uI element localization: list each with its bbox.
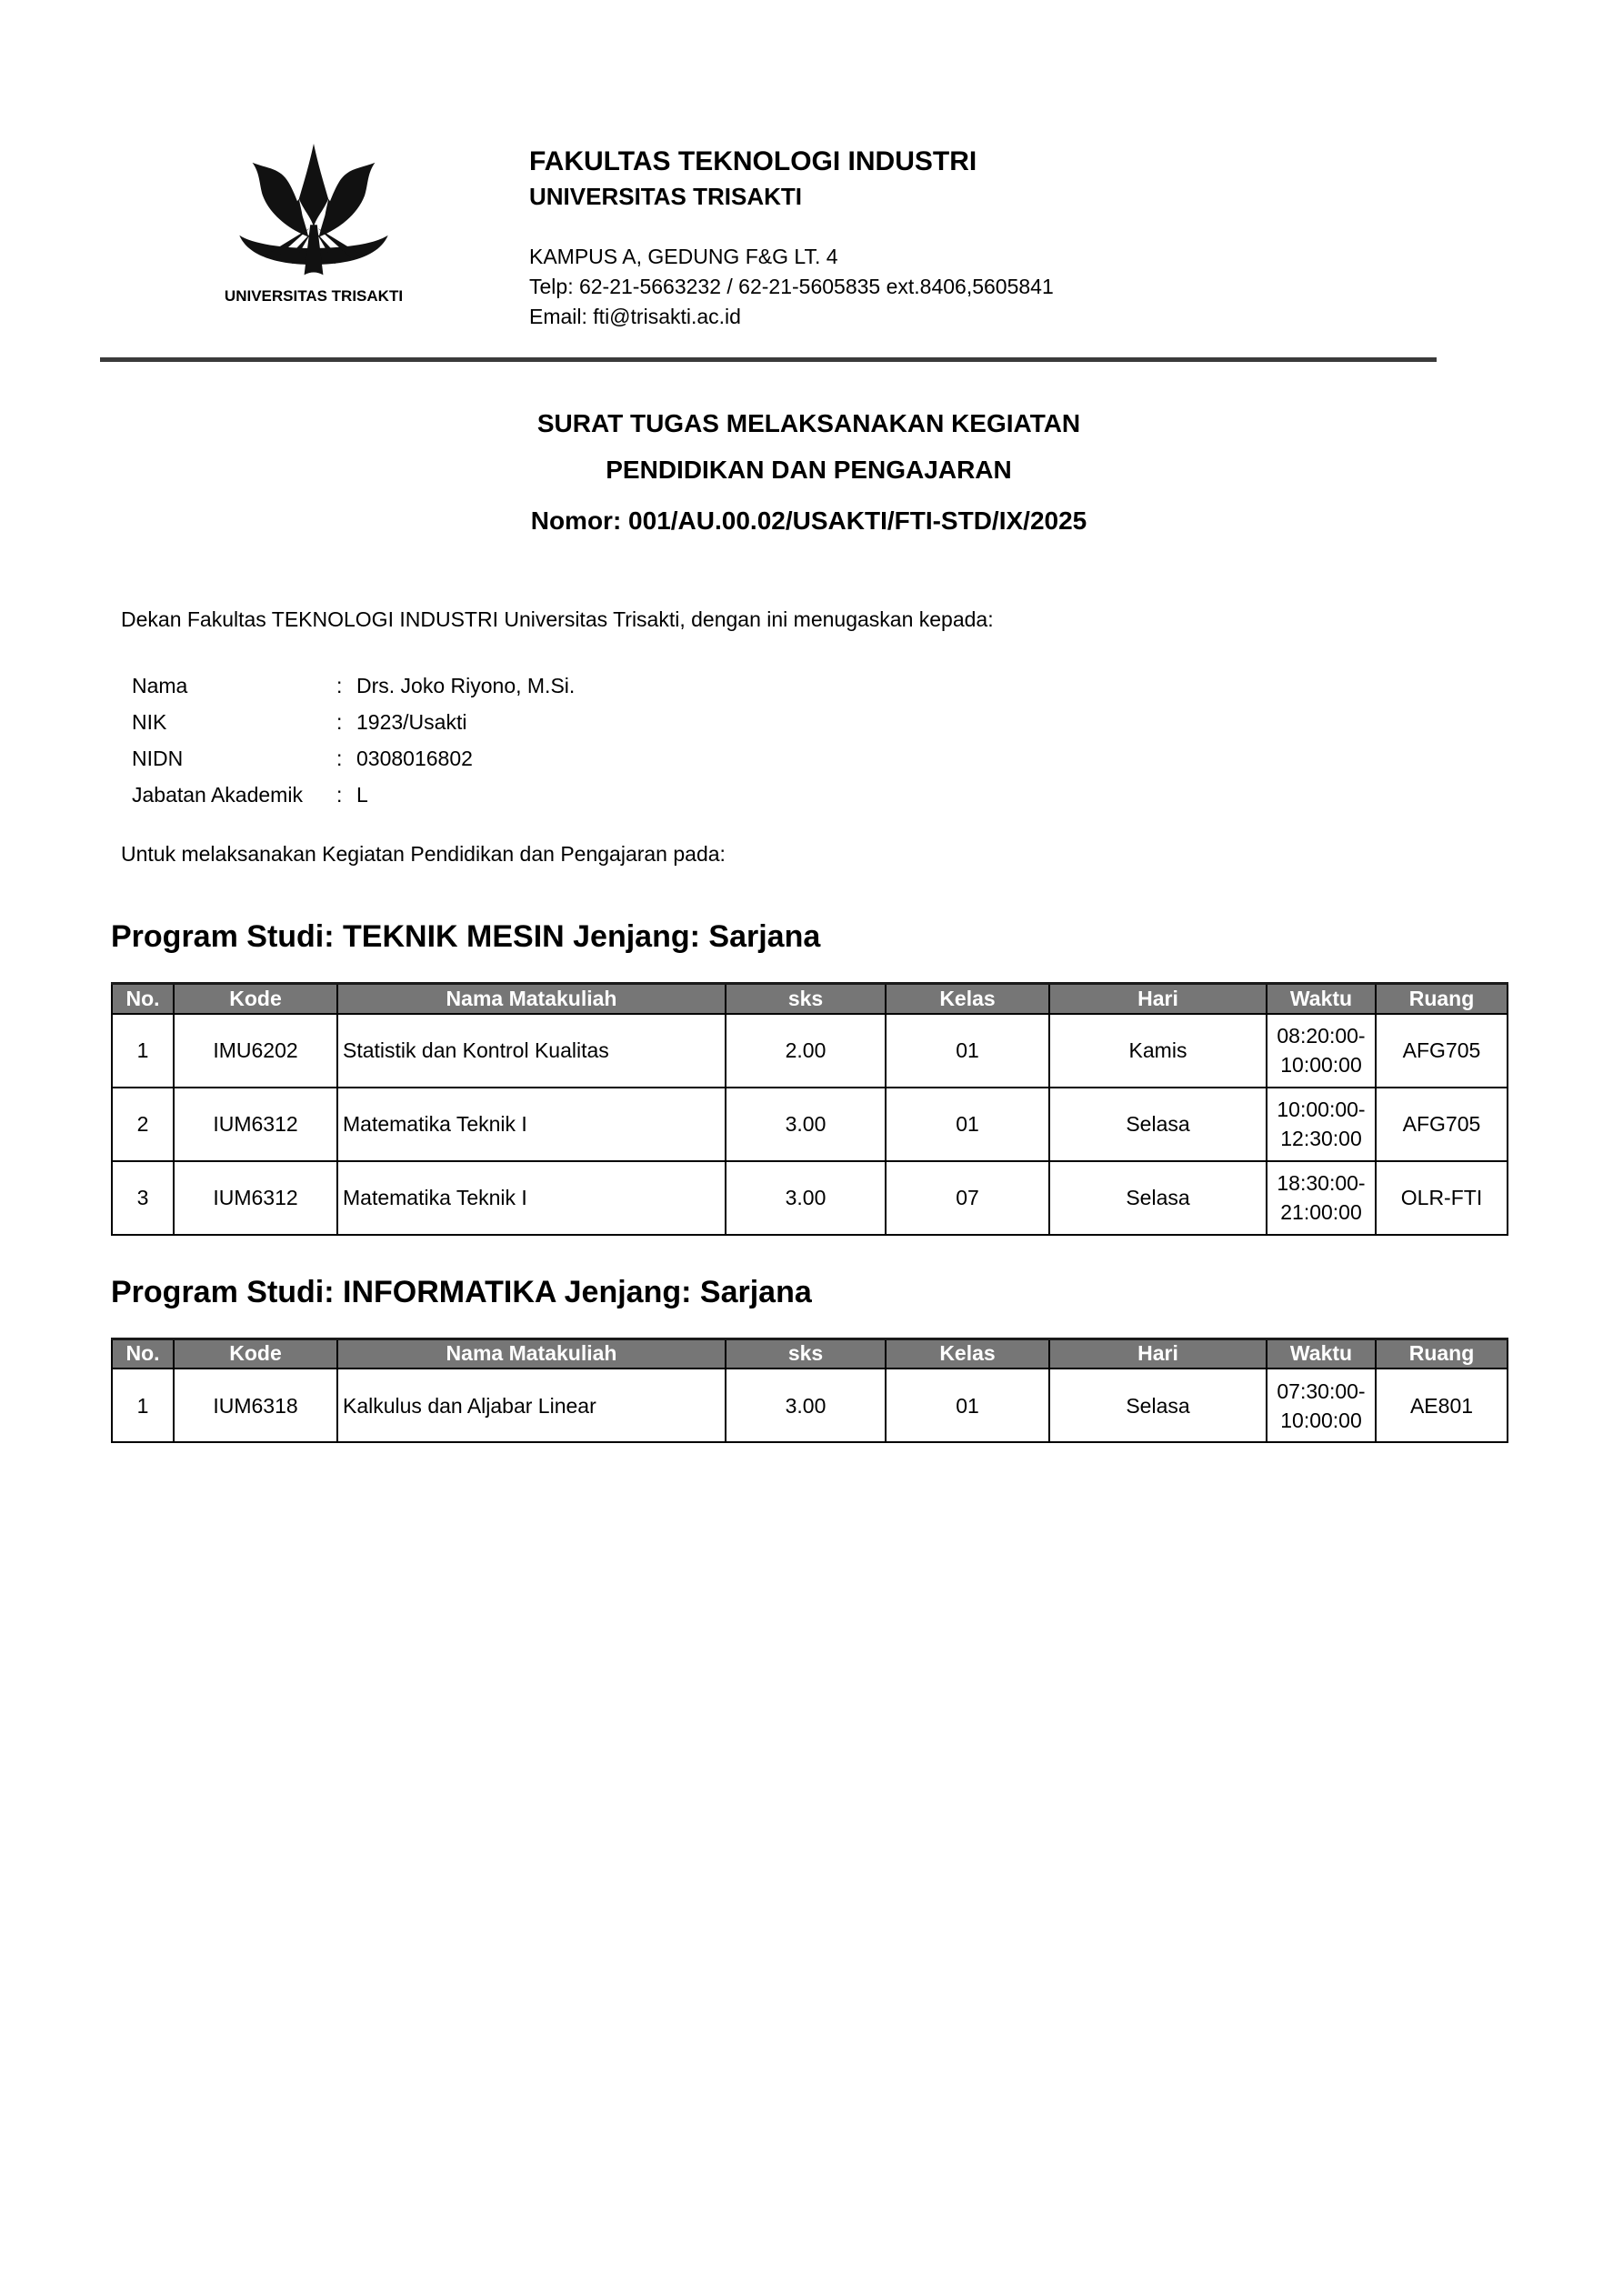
col-header-nama-matakuliah: Nama Matakuliah: [337, 984, 726, 1014]
logo-caption: UNIVERSITAS TRISAKTI: [224, 287, 404, 305]
col-header-kelas: Kelas: [886, 1338, 1049, 1369]
col-header-no: No.: [112, 984, 174, 1014]
cell-no: 1: [112, 1369, 174, 1442]
table-header-row: [112, 984, 1508, 1014]
cell-kode: IMU6202: [174, 1014, 337, 1088]
title-line-2: PENDIDIKAN DAN PENGAJARAN: [606, 456, 1012, 484]
detail-colon: :: [336, 710, 343, 734]
schedule-table-teknik-mesin: [111, 982, 1508, 1236]
cell-ruang: AFG705: [1376, 1014, 1508, 1088]
col-header-sks: sks: [726, 984, 886, 1014]
schedule-table-informatika: [111, 1338, 1508, 1444]
cell-no: 2: [112, 1088, 174, 1161]
col-header-waktu: Waktu: [1267, 1338, 1376, 1369]
cell-no: 3: [112, 1161, 174, 1235]
cell-nama-matakuliah: Statistik dan Kontrol Kualitas: [337, 1014, 726, 1088]
intro-paragraph: Dekan Fakultas TEKNOLOGI INDUSTRI Universitas Trisakti, dengan ini menugaskan kepada:: [121, 607, 994, 631]
table-row: [112, 1088, 1508, 1161]
detail-value: L: [356, 783, 368, 807]
detail-row-jabatan: [132, 777, 1507, 813]
trisakti-trident-icon: [227, 144, 400, 282]
university-name: UNIVERSITAS TRISAKTI: [529, 183, 802, 210]
cell-kelas: 07: [886, 1161, 1049, 1235]
table-row: [112, 1369, 1508, 1442]
detail-label: NIK: [132, 710, 167, 734]
cell-kelas: 01: [886, 1014, 1049, 1088]
letter-number: Nomor: 001/AU.00.02/USAKTI/FTI-STD/IX/2025: [530, 506, 1087, 535]
col-header-kelas: Kelas: [886, 984, 1049, 1014]
cell-hari: Selasa: [1049, 1088, 1267, 1161]
letter-title: [111, 407, 1507, 537]
detail-label: NIDN: [132, 747, 184, 770]
table-row: [112, 1161, 1508, 1235]
cell-waktu: 10:00:00-12:30:00: [1267, 1088, 1376, 1161]
cell-kode: IUM6312: [174, 1088, 337, 1161]
cell-nama-matakuliah: Matematika Teknik I: [337, 1161, 726, 1235]
cell-sks: 2.00: [726, 1014, 886, 1088]
assignment-line: Untuk melaksanakan Kegiatan Pendidikan dan Pengajaran pada:: [121, 842, 726, 866]
cell-kode: IUM6312: [174, 1161, 337, 1235]
letterhead: [211, 144, 1054, 332]
detail-label: Jabatan Akademik: [132, 783, 303, 807]
col-header-nama-matakuliah: Nama Matakuliah: [337, 1338, 726, 1369]
contact-block: [529, 242, 1054, 332]
cell-nama-matakuliah: Matematika Teknik I: [337, 1088, 726, 1161]
cell-sks: 3.00: [726, 1161, 886, 1235]
cell-sks: 3.00: [726, 1088, 886, 1161]
detail-value: 0308016802: [356, 747, 473, 770]
table-header-row: [112, 1338, 1508, 1369]
cell-kelas: 01: [886, 1369, 1049, 1442]
cell-ruang: AFG705: [1376, 1088, 1508, 1161]
phone-line: Telp: 62-21-5663232 / 62-21-5605835 ext.8406,5605841: [529, 275, 1054, 298]
section-heading-teknik-mesin: Program Studi: TEKNIK MESIN Jenjang: Sarjana: [111, 919, 821, 954]
col-header-waktu: Waktu: [1267, 984, 1376, 1014]
email-line: Email: fti@trisakti.ac.id: [529, 305, 741, 328]
detail-row-nik: [132, 704, 1507, 740]
col-header-hari: Hari: [1049, 984, 1267, 1014]
letterhead-text: [529, 144, 1054, 332]
cell-hari: Selasa: [1049, 1161, 1267, 1235]
detail-colon: :: [336, 783, 343, 807]
col-header-ruang: Ruang: [1376, 1338, 1508, 1369]
cell-waktu: 18:30:00-21:00:00: [1267, 1161, 1376, 1235]
detail-label: Nama: [132, 674, 188, 697]
detail-colon: :: [336, 674, 343, 697]
col-header-sks: sks: [726, 1338, 886, 1369]
campus-address: KAMPUS A, GEDUNG F&G LT. 4: [529, 245, 838, 268]
cell-waktu: 07:30:00-10:00:00: [1267, 1369, 1376, 1442]
section-heading-informatika: Program Studi: INFORMATIKA Jenjang: Sarjana: [111, 1274, 812, 1309]
letter-body: [111, 400, 1507, 1443]
university-logo: [211, 144, 416, 332]
cell-ruang: AE801: [1376, 1369, 1508, 1442]
title-line-1: SURAT TUGAS MELAKSANAKAN KEGIATAN: [536, 409, 1081, 437]
recipient-details: [111, 667, 1507, 813]
cell-ruang: OLR-FTI: [1376, 1161, 1508, 1235]
letterhead-divider: [100, 357, 1437, 362]
col-header-no: No.: [112, 1338, 174, 1369]
cell-nama-matakuliah: Kalkulus dan Aljabar Linear: [337, 1369, 726, 1442]
detail-row-nidn: [132, 740, 1507, 777]
detail-value: Drs. Joko Riyono, M.Si.: [356, 674, 576, 697]
detail-colon: :: [336, 747, 343, 770]
cell-kelas: 01: [886, 1088, 1049, 1161]
detail-value: 1923/Usakti: [356, 710, 467, 734]
cell-hari: Selasa: [1049, 1369, 1267, 1442]
col-header-kode: Kode: [174, 1338, 337, 1369]
cell-sks: 3.00: [726, 1369, 886, 1442]
cell-kode: IUM6318: [174, 1369, 337, 1442]
col-header-kode: Kode: [174, 984, 337, 1014]
cell-hari: Kamis: [1049, 1014, 1267, 1088]
col-header-ruang: Ruang: [1376, 984, 1508, 1014]
detail-row-nama: [132, 667, 1507, 704]
cell-no: 1: [112, 1014, 174, 1088]
table-row: [112, 1014, 1508, 1088]
col-header-hari: Hari: [1049, 1338, 1267, 1369]
cell-waktu: 08:20:00-10:00:00: [1267, 1014, 1376, 1088]
faculty-name: FAKULTAS TEKNOLOGI INDUSTRI: [529, 146, 977, 176]
